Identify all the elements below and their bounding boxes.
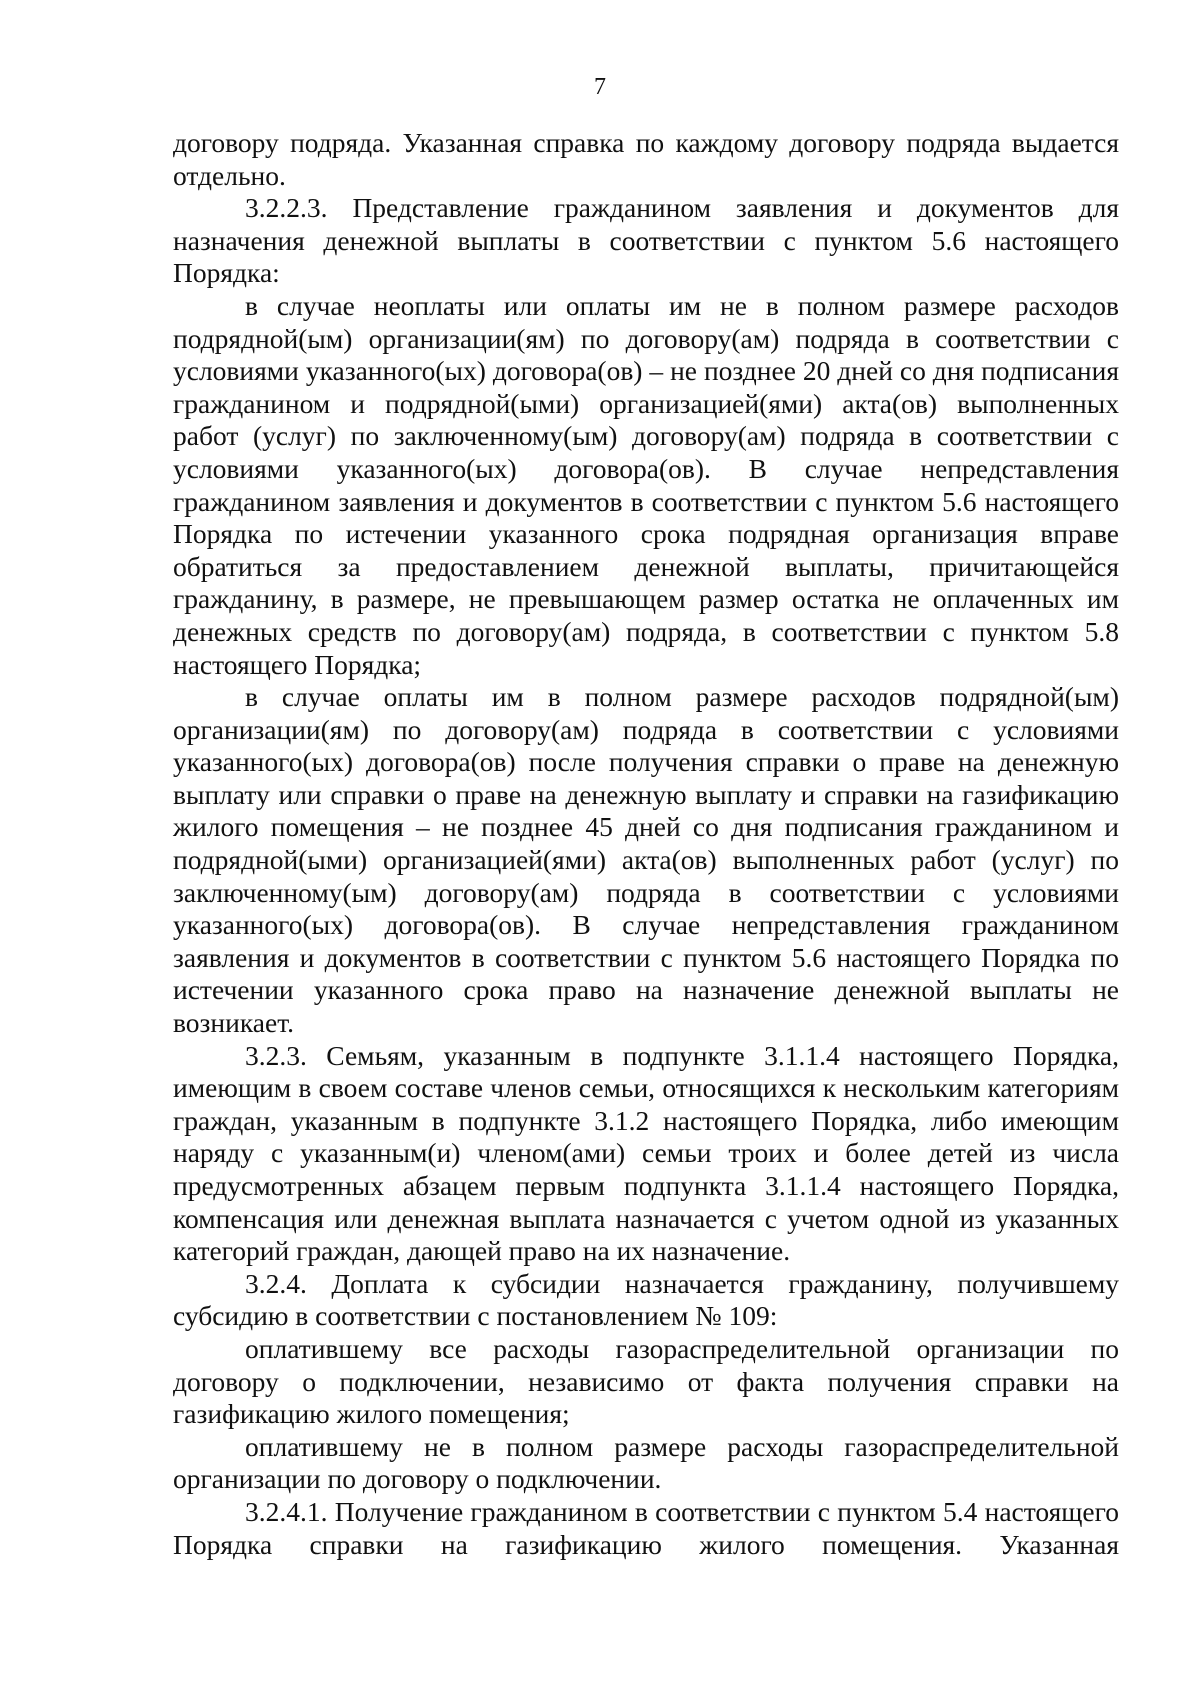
- document-body: [173, 127, 1119, 1561]
- paragraph: оплатившему все расходы газораспределительной организации по договору о подключении, независимо от факта получения справки на газификацию жилого помещения;: [173, 1332, 1119, 1430]
- paragraph: 3.2.4. Доплата к субсидии назначается гражданину, получившему субсидию в соответствии с постановлением № 109:: [173, 1267, 1119, 1332]
- paragraph: в случае оплаты им в полном размере расходов подрядной(ым) организации(ям) по договору(ам) подряда в соответствии с условиями указанного(ых) договора(ов) после получения справки о праве на денежную выплату или справки о праве на денежную выплату и справки на газификацию жилого помещения – не позднее 45 дней со дня подписания гражданином и подрядной(ыми) организацией(ями) акта(ов) выполненных работ (услуг) по заключенному(ым) договору(ам) подряда в соответствии с условиями указанного(ых) договора(ов). В случае непредставления гражданином заявления и документов в соответствии с пунктом 5.6 настоящего Порядка по истечении указанного срока право на назначение денежной выплаты не возникает.: [173, 681, 1119, 1039]
- paragraph: 3.2.2.3. Представление гражданином заявления и документов для назначения денежной выплаты в соответствии с пунктом 5.6 настоящего Порядка:: [173, 192, 1119, 289]
- page-number: 7: [594, 74, 606, 100]
- paragraph: договору подряда. Указанная справка по каждому договору подряда выдается отдельно.: [173, 127, 1119, 191]
- paragraph: в случае неоплаты или оплаты им не в полном размере расходов подрядной(ым) организации(ям) по договору(ам) подряда в соответствии с условиями указанного(ых) договора(ов) – не позднее 20 дней со дня подписания гражданином и подрядной(ыми) организацией(ями) акта(ов) выполненных работ (услуг) по заключенному(ым) договору(ам) подряда в соответствии с условиями указанного(ых) договора(ов). В случае непредставления гражданином заявления и документов в соответствии с пунктом 5.6 настоящего Порядка по истечении указанного срока подрядная организация вправе обратиться за предоставлением денежной выплаты, причитающейся гражданину, в размере, не превышающем размер остатка не оплаченных им денежных средств по договору(ам) подряда, в соответствии с пунктом 5.8 настоящего Порядка;: [173, 289, 1119, 680]
- paragraph: 3.2.4.1. Получение гражданином в соответствии с пунктом 5.4 настоящего Порядка справки на газификацию жилого помещения. Указанная: [173, 1495, 1119, 1560]
- paragraph: 3.2.3. Семьям, указанным в подпункте 3.1.1.4 настоящего Порядка, имеющим в своем составе членов семьи, относящихся к нескольким категориям граждан, указанным в подпункте 3.1.2 настоящего Порядка, либо имеющим наряду с указанным(и) членом(ами) семьи троих и более детей из числа предусмотренных абзацем первым подпункта 3.1.1.4 настоящего Порядка, компенсация или денежная выплата назначается с учетом одной из указанных категорий граждан, дающей право на их назначение.: [173, 1039, 1119, 1267]
- paragraph: оплатившему не в полном размере расходы газораспределительной организации по договору о подключении.: [173, 1430, 1119, 1495]
